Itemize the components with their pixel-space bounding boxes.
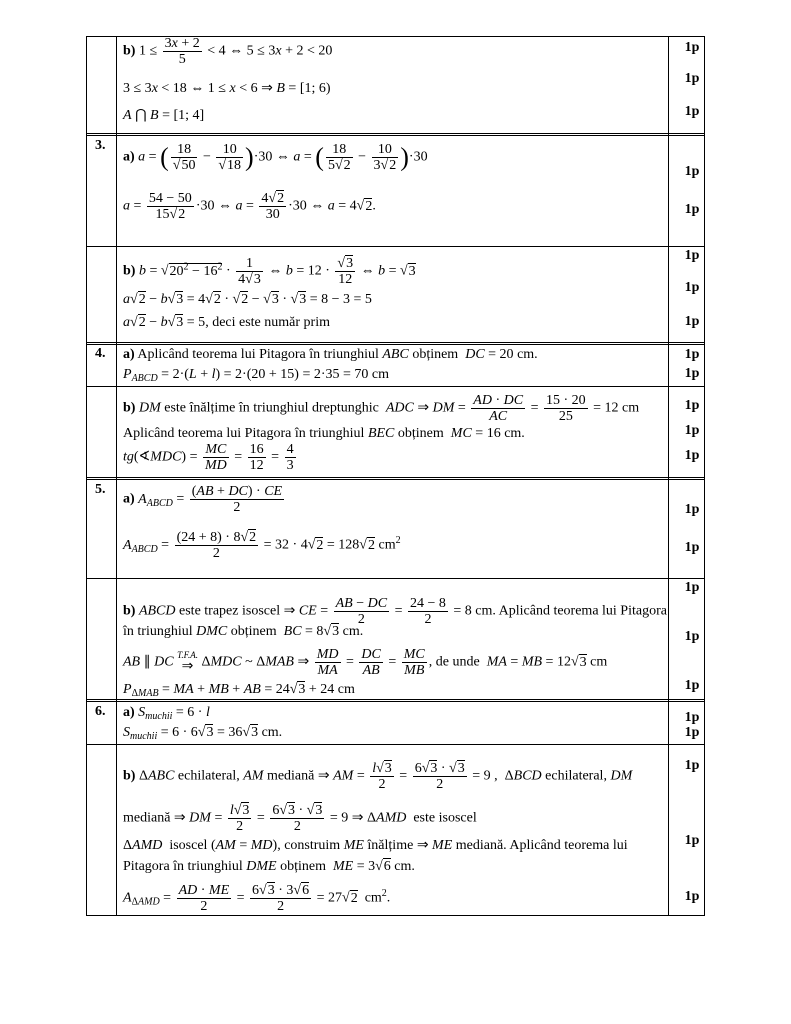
points-label: 1p: [684, 366, 700, 381]
solutions-table: [86, 36, 705, 916]
solution-line: b) ΔABC echilateral, AM mediană ⇒ AM = $\frac{l√3}{2}$ = $\frac{6√3 \cdot √3}{2}$ = 9 , ΔBCD echilateral, DM: [123, 761, 633, 792]
solution-text: înălțime: [367, 838, 414, 853]
solution-text: Aplicând teorema lui Pitagora în triunghiul: [123, 426, 365, 441]
solution-text: , de unde: [428, 654, 480, 670]
points-label: 1p: [684, 448, 700, 463]
row-divider: [86, 133, 705, 136]
points-label: 1p: [684, 580, 700, 595]
solution-line: 3 ≤ 3x < 18 ⇔ 1 ≤ x < 6 ⇒ B = [1; 6): [123, 81, 331, 96]
solution-text: mediană. Aplicând teorema lui: [455, 838, 628, 853]
row-divider: [86, 477, 705, 480]
problem-number: 4.: [95, 346, 106, 361]
points-label: 1p: [684, 758, 700, 773]
points-label: 1p: [684, 71, 700, 86]
row-divider: [86, 342, 705, 345]
points-label: 1p: [684, 725, 700, 740]
solution-text: mediană: [123, 810, 171, 826]
points-label: 1p: [684, 347, 700, 362]
row-divider: [86, 246, 705, 247]
solution-text: cm. Aplicând teorema lui Pitagora: [475, 603, 667, 619]
solution-text: este trapez isoscel: [179, 603, 281, 619]
problem-number: 5.: [95, 482, 106, 497]
solution-line: $P_{ABCD} = 2\cdot(L + l) = 2\cdot(20 + 15) = 2\cdot 35 = 70$ cm: [123, 367, 389, 384]
solution-line: a) a = ( $\frac{18}{√50}$ − $\frac{10}{√18}$ )·30 ⇔ a = ( $\frac{18}{5√2}$ − $\frac{10}{3√2}$ )·30: [123, 142, 428, 173]
table-border-left: [86, 36, 87, 916]
solution-line: a) $S_{muchii} = 6 \cdot l$: [123, 705, 210, 722]
points-label: 1p: [684, 678, 700, 693]
points-label: 1p: [684, 423, 700, 438]
solution-line: în triunghiul DMC obținem BC = 8√3 cm.: [123, 624, 364, 639]
solution-line: A ⋂ B = [1; 4]: [123, 108, 205, 123]
solution-text: Aplicând teorema lui Pitagora în triunghiul: [137, 347, 379, 362]
solution-line: Pitagora în triunghiul DME obținem ME = 3√6 cm.: [123, 859, 415, 874]
solution-line: a√2 − b√3 = 5, deci este număr prim: [123, 315, 330, 330]
solution-line: AB ∥ DC T.F.A. ⇒ ΔMDC ~ ΔMAB ⇒ $\frac{MD}{MA}$ = $\frac{DC}{AB}$ = $\frac{MC}{MB}$ , de unde MA = MB = 12√3 cm: [123, 647, 608, 678]
unit-text: cm: [517, 347, 535, 362]
points-label: 1p: [684, 629, 700, 644]
solution-text: obținem: [397, 426, 444, 441]
solution-line: a) Aplicând teorema lui Pitagora în triunghiul ABC obținem DC = 20 cm.: [123, 347, 538, 362]
problem-number: 6.: [95, 704, 106, 719]
table-column-divider: [116, 36, 117, 916]
solution-line: $A_{\Delta AMD}$ = $\frac{AD \cdot ME}{2}$ = $\frac{6√3 \cdot 3√6}{2}$ = 27√2 $cm^2$.: [123, 883, 391, 914]
points-label: 1p: [684, 889, 700, 904]
table-border-bottom: [86, 915, 705, 916]
solution-text: , construim: [277, 838, 341, 853]
theorem-label: T.F.A.: [177, 650, 198, 660]
solution-line: tg(∢MDC) = $\frac{MC}{MD}$ = $\frac{16}{12}$ = $\frac{4}{3}$: [123, 442, 294, 473]
solution-text: , deci este număr prim: [205, 315, 330, 330]
solution-text: isoscel: [169, 838, 208, 853]
solution-line: b) DM este înălțime în triunghiul dreptunghic ADC ⇒ DM = $\frac{AD \cdot DC}{AC}$ = $\frac{15 \cdot 20}{25}$ = 12 cm: [123, 393, 640, 424]
solution-line: b) 1 ≤ $\frac{3x + 2}{5}$ < 4 ⇔ 5 ≤ 3x + 2 < 20: [123, 36, 333, 67]
points-label: 1p: [684, 540, 700, 555]
solution-line: a) $A_{ABCD}$ = $\frac{(AB + DC) \cdot CE}{2}$: [123, 484, 283, 515]
problem-number: 3.: [95, 138, 106, 153]
solution-text: este isoscel: [413, 810, 477, 826]
points-label: 1p: [684, 248, 700, 263]
points-label: 1p: [684, 833, 700, 848]
solution-text: obținem: [412, 347, 459, 362]
points-label: 1p: [684, 710, 700, 725]
points-label: 1p: [684, 314, 700, 329]
points-label: 1p: [684, 164, 700, 179]
solution-line: a = $\frac{54 - 50}{15√2}$ ·30 ⇔ a = $\frac{4√2}{30}$ ·30 ⇔ a = 4√2.: [123, 191, 376, 222]
solution-line: Aplicând teorema lui Pitagora în triunghiul BEC obținem MC = 16 cm.: [123, 426, 525, 441]
points-label: 1p: [684, 202, 700, 217]
points-label: 1p: [684, 40, 700, 55]
solution-line: b) $b = √20^2 - 16^2$ · $\frac{1}{4√3}$ ⇔ b = 12 · $\frac{√3}{12}$ ⇔ b = √3: [123, 256, 416, 287]
solution-text: Pitagora în triunghiul: [123, 859, 243, 874]
solution-line: ΔAMD isoscel (AM = MD), construim ME înălțime ⇒ ME mediană. Aplicând teorema lui: [123, 838, 628, 853]
solution-text: este înălțime în triunghiul dreptunghic: [164, 400, 379, 416]
solution-text: obținem: [280, 859, 326, 874]
points-label: 1p: [684, 104, 700, 119]
solution-line: mediană ⇒ DM = $\frac{l√3}{2}$ = $\frac{6√3 \cdot √3}{2}$ = 9 ⇒ ΔAMD este isoscel: [123, 803, 477, 834]
solution-text: mediană: [266, 768, 315, 784]
points-label: 1p: [684, 280, 700, 295]
row-divider: [86, 578, 705, 579]
solution-text: echilateral,: [177, 768, 240, 784]
solution-line: a√2 − b√3 = 4√2 · √2 − √3 · √3 = 8 − 3 = 5: [123, 292, 372, 307]
table-column-divider: [668, 36, 669, 916]
solution-text: în triunghiul: [123, 624, 193, 639]
points-label: 1p: [684, 398, 700, 413]
solution-line: $S_{muchii} = 6 \cdot 6√3 = 36√3$ cm.: [123, 725, 283, 742]
solution-line: $P_{\Delta MAB}$ = MA + MB + AB = 24√3 + 24 cm: [123, 682, 355, 699]
points-label: 1p: [684, 502, 700, 517]
solution-text: echilateral,: [545, 768, 607, 784]
solution-line: $A_{ABCD}$ = $\frac{(24 + 8) \cdot 8√2}{2}$ = 32 · 4√2 = 128√2 $cm^2$: [123, 530, 401, 561]
solution-text: obținem: [230, 624, 277, 639]
solution-line: b) ABCD este trapez isoscel ⇒ CE = $\frac{AB - DC}{2}$ = $\frac{24 - 8}{2}$ = 8 cm. Aplicând teorema lui Pitagora: [123, 596, 667, 627]
